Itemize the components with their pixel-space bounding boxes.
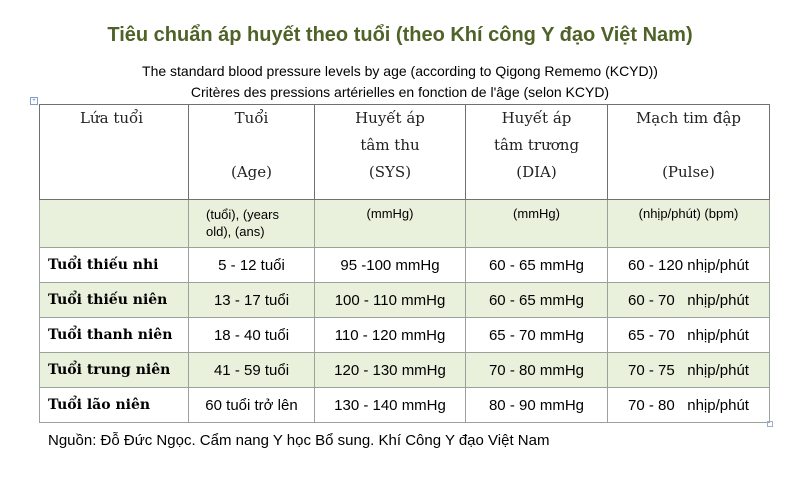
row-sys: 100 - 110 mmHg [315, 283, 466, 318]
units-age-line2: old), (ans) [206, 224, 265, 239]
header-pulse-label: Mạch tim đập [635, 109, 742, 127]
row-pulse: 70 - 80 nhịp/phút [608, 388, 770, 423]
units-age [189, 200, 315, 248]
header-age-group [40, 105, 189, 200]
header-pulse [608, 105, 770, 200]
header-age-label: Tuổi [234, 109, 269, 127]
table-row [40, 353, 770, 388]
move-handle-icon[interactable]: + [30, 97, 38, 105]
table-row [40, 318, 770, 353]
row-age: 41 - 59 tuổi [189, 353, 315, 388]
subtitle-english: The standard blood pressure levels by age (according to Qigong Rememo (KCYD)) [142, 63, 658, 79]
row-label: Tuổi thiếu niên [40, 283, 189, 318]
table-header-row [40, 105, 770, 200]
header-sys-line3: (SYS) [368, 163, 412, 181]
resize-handle-icon[interactable] [767, 421, 773, 427]
row-age: 60 tuổi trở lên [189, 388, 315, 423]
table-units-row [40, 200, 770, 248]
header-age [189, 105, 315, 200]
row-sys: 95 -100 mmHg [315, 248, 466, 283]
header-age-group-label: Lứa tuổi [80, 109, 143, 127]
row-pulse: 70 - 75 nhịp/phút [608, 353, 770, 388]
header-pulse-english: (Pulse) [662, 163, 715, 181]
units-empty-cell [40, 200, 189, 248]
table-row [40, 283, 770, 318]
subtitle-french: Critères des pressions artérielles en fonction de l'âge (selon KCYD) [190, 84, 610, 100]
units-dia: (mmHg) [466, 200, 608, 248]
row-age: 18 - 40 tuổi [189, 318, 315, 353]
units-sys: (mmHg) [315, 200, 466, 248]
row-pulse: 60 - 70 nhịp/phút [608, 283, 770, 318]
header-sys [315, 105, 466, 200]
source-citation: Nguồn: Đỗ Đức Ngọc. Cẩm nang Y học Bổ sung. Khí Công Y đạo Việt Nam [48, 432, 550, 449]
row-dia: 70 - 80 mmHg [466, 353, 608, 388]
page-title: Tiêu chuẩn áp huyết theo tuổi (theo Khí công Y đạo Việt Nam) [107, 24, 693, 46]
row-sys: 130 - 140 mmHg [315, 388, 466, 423]
row-sys: 120 - 130 mmHg [315, 353, 466, 388]
row-dia: 60 - 65 mmHg [466, 283, 608, 318]
blood-pressure-table [39, 104, 770, 423]
header-sys-line1: Huyết áp [355, 109, 425, 127]
header-dia-line2: tâm trương [493, 136, 580, 154]
header-age-english: (Age) [230, 163, 272, 181]
row-label: Tuổi trung niên [40, 353, 189, 388]
row-dia: 60 - 65 mmHg [466, 248, 608, 283]
row-label: Tuổi thanh niên [40, 318, 189, 353]
table-row [40, 388, 770, 423]
row-age: 13 - 17 tuổi [189, 283, 315, 318]
header-sys-line2: tâm thu [360, 136, 420, 154]
table-row [40, 248, 770, 283]
row-label: Tuổi lão niên [40, 388, 189, 423]
header-dia-line3: (DIA) [516, 163, 557, 181]
row-label: Tuổi thiếu nhi [40, 248, 189, 283]
row-dia: 65 - 70 mmHg [466, 318, 608, 353]
units-pulse: (nhịp/phút) (bpm) [608, 200, 770, 248]
units-age-line1: (tuổi), (years [206, 207, 279, 222]
row-pulse: 65 - 70 nhịp/phút [608, 318, 770, 353]
row-sys: 110 - 120 mmHg [315, 318, 466, 353]
header-dia [466, 105, 608, 200]
row-age: 5 - 12 tuổi [189, 248, 315, 283]
header-dia-line1: Huyết áp [501, 109, 572, 127]
row-dia: 80 - 90 mmHg [466, 388, 608, 423]
row-pulse: 60 - 120 nhịp/phút [608, 248, 770, 283]
